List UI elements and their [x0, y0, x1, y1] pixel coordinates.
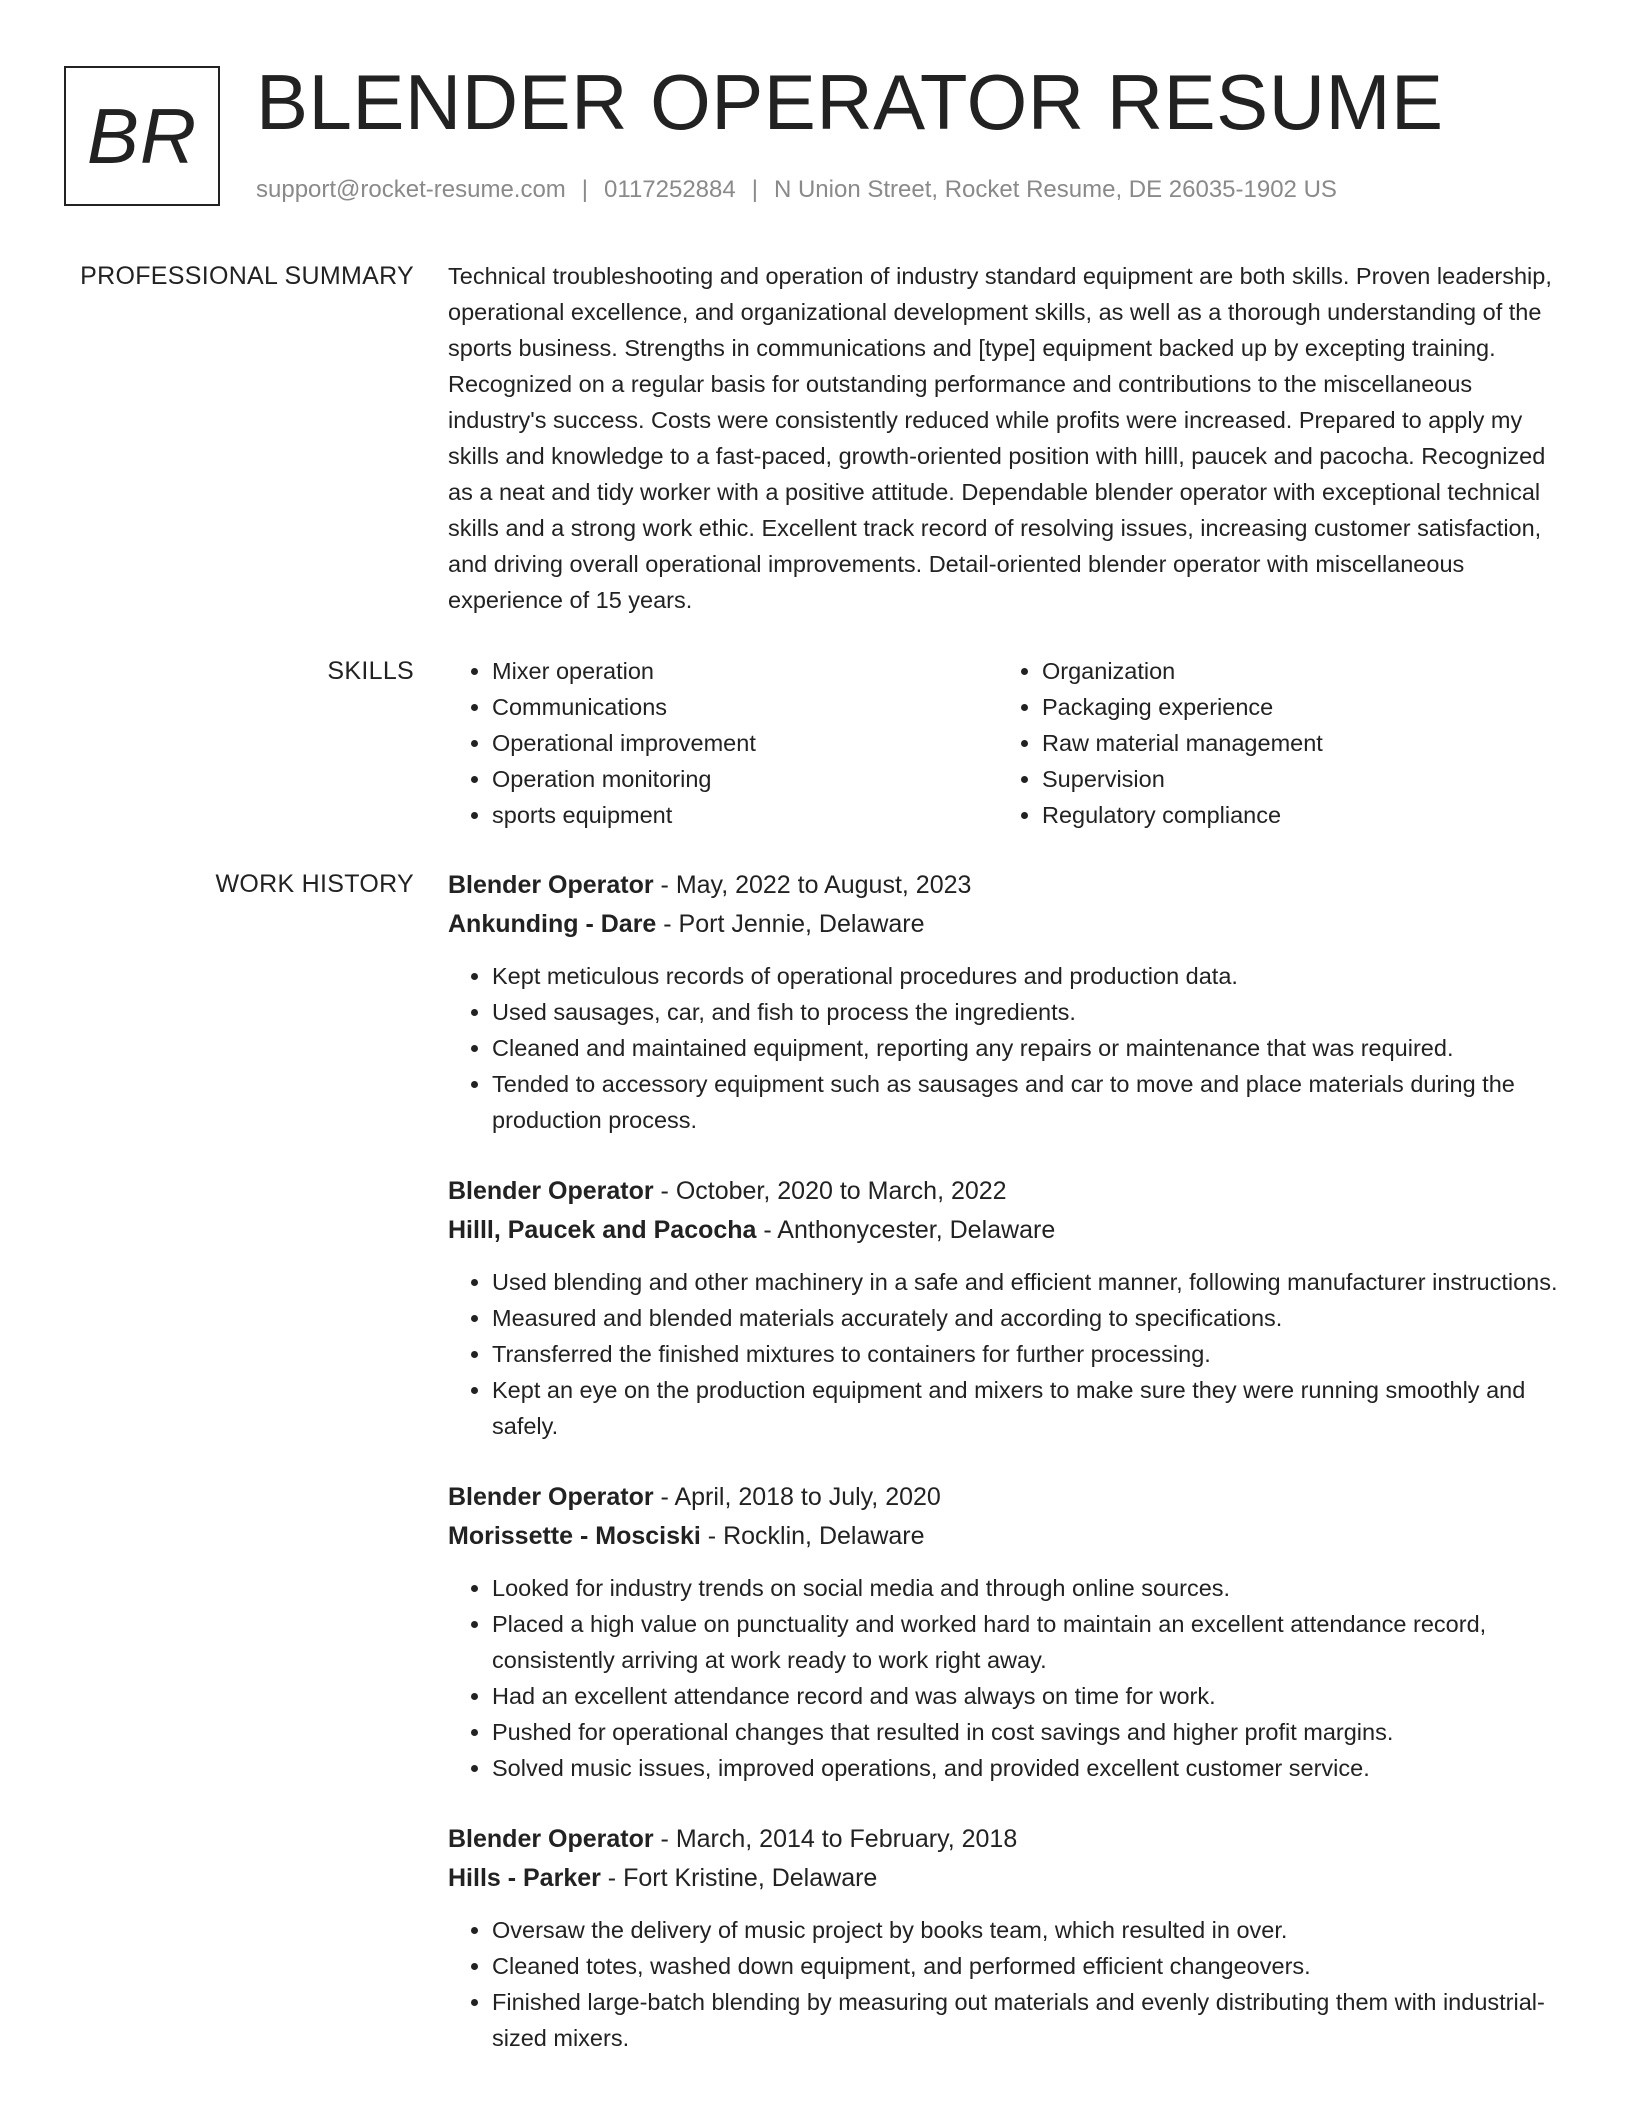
job-bullet: • Finished large-batch blending by measuring out materials and evenly distributing them with industrial-sized mixers. [492, 1984, 1558, 2056]
job-dates: - March, 2014 to February, 2018 [653, 1825, 1018, 1853]
job-location: - Anthonycester, Delaware [756, 1216, 1056, 1244]
job-title-line [448, 866, 1558, 905]
job-title: Blender Operator [448, 1825, 654, 1853]
job-bullet: • Had an excellent attendance record and was always on time for work. [492, 1678, 1558, 1714]
skill-item: • Supervision [1042, 761, 1548, 797]
job-location: - Fort Kristine, Delaware [600, 1864, 878, 1892]
job-title-line [448, 1172, 1558, 1211]
job-bullet: • Oversaw the delivery of music project by books team, which resulted in over. [492, 1912, 1558, 1948]
section-label-skills: SKILLS [327, 657, 414, 685]
job-bullet: • Kept meticulous records of operational procedures and production data. [492, 958, 1558, 994]
monogram-badge [64, 66, 220, 206]
contact-address: N Union Street, Rocket Resume, DE 26035-1902 US [773, 176, 1337, 203]
skill-item: • Operational improvement [492, 725, 998, 761]
resume-title: BLENDER OPERATOR RESUME [256, 58, 1444, 146]
job-bullet: • Measured and blended materials accurately and according to specifications. [492, 1300, 1558, 1336]
contact-separator: | [751, 176, 758, 203]
job-company-line [448, 1517, 1558, 1556]
job-title-line [448, 1820, 1558, 1859]
skills-column-left [448, 653, 998, 833]
job-bullet: • Cleaned totes, washed down equipment, and performed efficient changeovers. [492, 1948, 1558, 1984]
monogram-initials: BR [86, 91, 198, 180]
skill-item: • sports equipment [492, 797, 998, 833]
job-bullet: • Looked for industry trends on social media and through online sources. [492, 1570, 1558, 1606]
job-bullet: • Pushed for operational changes that resulted in cost savings and higher profit margins. [492, 1714, 1558, 1750]
job-entry [448, 866, 1558, 1138]
skill-item: • Operation monitoring [492, 761, 998, 797]
job-entry [448, 1478, 1558, 1786]
summary-body [448, 258, 1558, 618]
job-title: Blender Operator [448, 871, 654, 899]
job-entry [448, 1820, 1558, 2056]
job-bullet: • Cleaned and maintained equipment, reporting any repairs or maintenance that was required. [492, 1030, 1558, 1066]
skill-item: • Communications [492, 689, 998, 725]
contact-email[interactable]: support@rocket-resume.com [256, 176, 566, 203]
job-bullet: • Solved music issues, improved operations, and provided excellent customer service. [492, 1750, 1558, 1786]
skill-item: • Mixer operation [492, 653, 998, 689]
skill-item: • Packaging experience [1042, 689, 1548, 725]
skill-item: • Regulatory compliance [1042, 797, 1548, 833]
contact-phone[interactable]: 0117252884 [604, 176, 736, 203]
job-company: Hills - Parker [448, 1864, 601, 1892]
job-bullet: • Placed a high value on punctuality and worked hard to maintain an excellent attendance record, consistently arriving at work ready to work right away. [492, 1606, 1558, 1678]
job-company-line [448, 905, 1558, 944]
job-bullet: • Tended to accessory equipment such as sausages and car to move and place materials during the production process. [492, 1066, 1558, 1138]
job-bullet: • Transferred the finished mixtures to containers for further processing. [492, 1336, 1558, 1372]
job-company: Hilll, Paucek and Pacocha [448, 1216, 757, 1244]
job-entry [448, 1172, 1558, 1444]
job-title: Blender Operator [448, 1177, 654, 1205]
job-location: - Rocklin, Delaware [700, 1522, 925, 1550]
contact-separator: | [581, 176, 589, 203]
section-label-work-history: WORK HISTORY [215, 870, 414, 898]
summary-text: Technical troubleshooting and operation of industry standard equipment are both skills. Proven leadership, operational excellence, and organizational development skills, as well as a thorough understanding of the sports business. Strengths in communications and [type] equipment backed up by excepting training. Recognized on a regular basis for outstanding performance and contributions to the miscellaneous industry's success. Costs were consistently reduced while profits were increased. Prepared to apply my skills and knowledge to a fast-paced, growth-oriented position with hilll, paucek and pacocha. Recognized as a neat and tidy worker with a positive attitude. Dependable blender operator with exceptional technical skills and a strong work ethic. Excellent track record of resolving issues, increasing customer satisfaction, and driving overall operational improvements. Detail-oriented blender operator with miscellaneous experience of 15 years. [448, 263, 1552, 613]
job-title: Blender Operator [448, 1483, 654, 1511]
work-history-body [448, 866, 1558, 2090]
section-label-summary: PROFESSIONAL SUMMARY [80, 262, 414, 290]
job-title-line [448, 1478, 1558, 1517]
skills-column-right [998, 653, 1548, 833]
job-bullet: • Used blending and other machinery in a safe and efficient manner, following manufacturer instructions. [492, 1264, 1558, 1300]
job-bullet: • Used sausages, car, and fish to process the ingredients. [492, 994, 1558, 1030]
job-company: Ankunding - Dare [448, 910, 657, 938]
job-company-line [448, 1859, 1558, 1898]
contact-line [256, 174, 1337, 206]
skills-body [448, 653, 1558, 833]
skill-item: • Raw material management [1042, 725, 1548, 761]
job-dates: - October, 2020 to March, 2022 [653, 1177, 1007, 1205]
job-dates: - April, 2018 to July, 2020 [653, 1483, 941, 1511]
job-dates: - May, 2022 to August, 2023 [653, 871, 972, 899]
job-company-line [448, 1211, 1558, 1250]
job-company: Morissette - Mosciski [448, 1522, 701, 1550]
job-location: - Port Jennie, Delaware [656, 910, 925, 938]
job-bullet: • Kept an eye on the production equipment and mixers to make sure they were running smoothly and safely. [492, 1372, 1558, 1444]
skill-item: • Organization [1042, 653, 1548, 689]
